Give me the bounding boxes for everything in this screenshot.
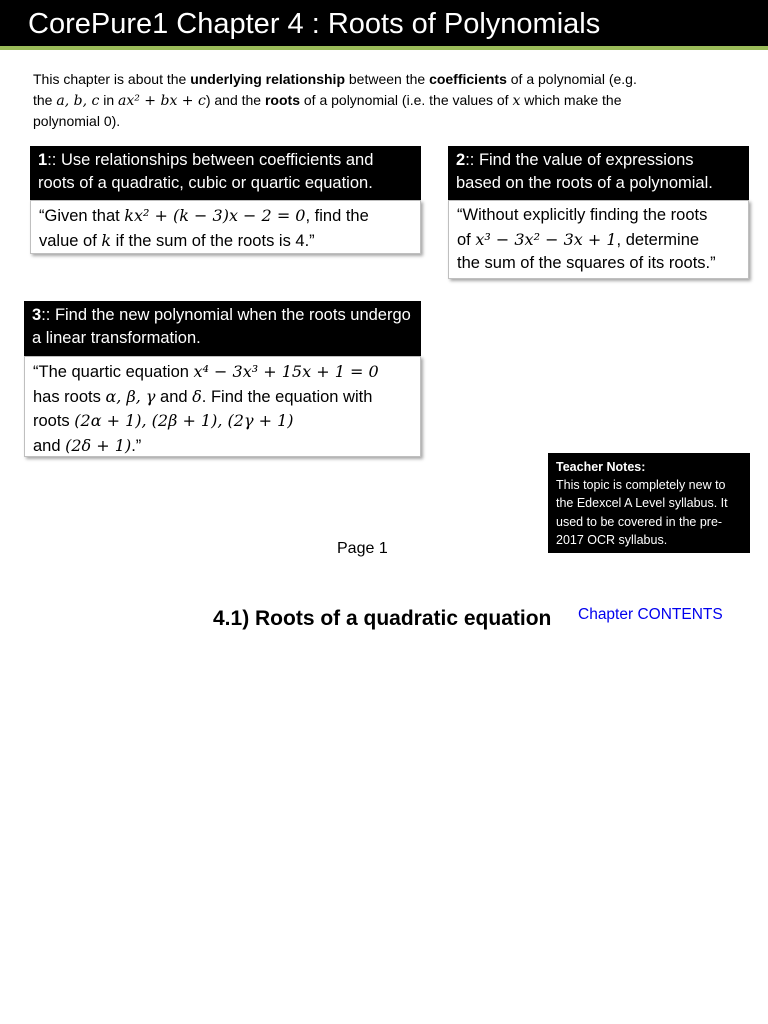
objective-number: 3: [32, 306, 42, 324]
example-line: the sum of the squares of its roots.”: [457, 254, 716, 272]
example-text: . Find the equation with: [201, 387, 373, 406]
example-text: “Given that: [39, 207, 125, 225]
example-text: of: [457, 230, 476, 249]
intro-bold: coefficients: [429, 71, 507, 87]
intro-text: which make the: [520, 91, 622, 108]
intro-line-3: polynomial 0).: [33, 113, 121, 129]
section-title: 4.1) Roots of a quadratic equation: [213, 607, 552, 630]
objective-2-example: [448, 200, 749, 279]
example-text: .”: [131, 436, 142, 455]
objective-text: :: Use relationships between coefficients and roots of a quadratic, cubic or quartic equation.: [38, 151, 374, 192]
teacher-notes-body: This topic is completely new to the Edexcel A Level syllabus. It used to be covered in the pre-2017 OCR syllabus.: [556, 478, 728, 547]
intro-math: a, b, c: [56, 92, 100, 109]
example-text: if the sum of the roots is 4.”: [111, 231, 315, 250]
intro-bold: underlying relationship: [190, 71, 345, 87]
objective-text: :: Find the value of expressions based on the roots of a polynomial.: [456, 151, 713, 192]
objective-2-heading: [448, 146, 749, 200]
objective-number: 1: [38, 151, 48, 169]
example-text: and: [155, 387, 193, 406]
example-line: [39, 204, 412, 229]
objective-1-example: [30, 200, 421, 254]
intro-text: of a polynomial (e.g.: [506, 71, 637, 87]
intro-math: x: [512, 92, 521, 109]
example-line: [39, 229, 412, 254]
teacher-notes: [548, 453, 750, 553]
example-math: (2δ + 1): [65, 435, 132, 455]
example-text: and: [33, 436, 66, 455]
teacher-notes-title: Teacher Notes:: [556, 460, 646, 474]
objective-number: 2: [456, 151, 466, 169]
intro-text: This chapter is about the: [33, 71, 191, 87]
example-line: [457, 228, 740, 253]
objective-text: :: Find the new polynomial when the roots undergo a linear transformation.: [32, 306, 411, 347]
example-text: has roots: [33, 387, 106, 406]
example-line: “Without explicitly finding the roots: [457, 206, 708, 224]
example-math: k: [101, 230, 112, 250]
intro-line-2: [33, 90, 733, 112]
objective-3-heading: [24, 301, 421, 356]
example-line: [33, 434, 412, 459]
example-text: , determine: [616, 230, 700, 249]
intro-paragraph: [33, 69, 733, 132]
example-text: value of: [39, 231, 102, 250]
example-text: “The quartic equation: [33, 363, 194, 381]
page-title: CorePure1 Chapter 4 : Roots of Polynomials: [28, 8, 601, 40]
example-line: [33, 385, 412, 410]
example-text: roots: [33, 412, 75, 430]
example-math: x⁴ − 3x³ + 15x + 1 = 0: [193, 362, 379, 381]
intro-text: of a polynomial (i.e. the values of: [299, 91, 513, 108]
example-math: δ: [192, 386, 202, 406]
example-math: (2α + 1), (2β + 1), (2γ + 1): [74, 411, 294, 430]
intro-text: between the: [345, 71, 430, 87]
example-math: kx² + (k − 3)x − 2 = 0: [124, 206, 306, 225]
example-text: , find the: [305, 207, 369, 225]
intro-line-1: [33, 69, 733, 90]
intro-math: ax² + bx + c: [118, 92, 206, 109]
intro-text: the: [33, 91, 57, 108]
intro-bold: roots: [264, 91, 300, 108]
example-line: [33, 409, 412, 434]
objective-3-example: [24, 356, 421, 457]
example-math: x³ − 3x² − 3x + 1: [475, 229, 617, 249]
intro-text: in: [99, 91, 118, 108]
page-number: Page 1: [337, 540, 388, 557]
example-math: α, β, γ: [105, 386, 156, 406]
title-bar: [0, 0, 768, 50]
chapter-contents-link[interactable]: Chapter CONTENTS: [578, 606, 723, 623]
objective-1-heading: [30, 146, 421, 200]
intro-text: ) and the: [205, 91, 265, 108]
example-line: [33, 360, 412, 385]
